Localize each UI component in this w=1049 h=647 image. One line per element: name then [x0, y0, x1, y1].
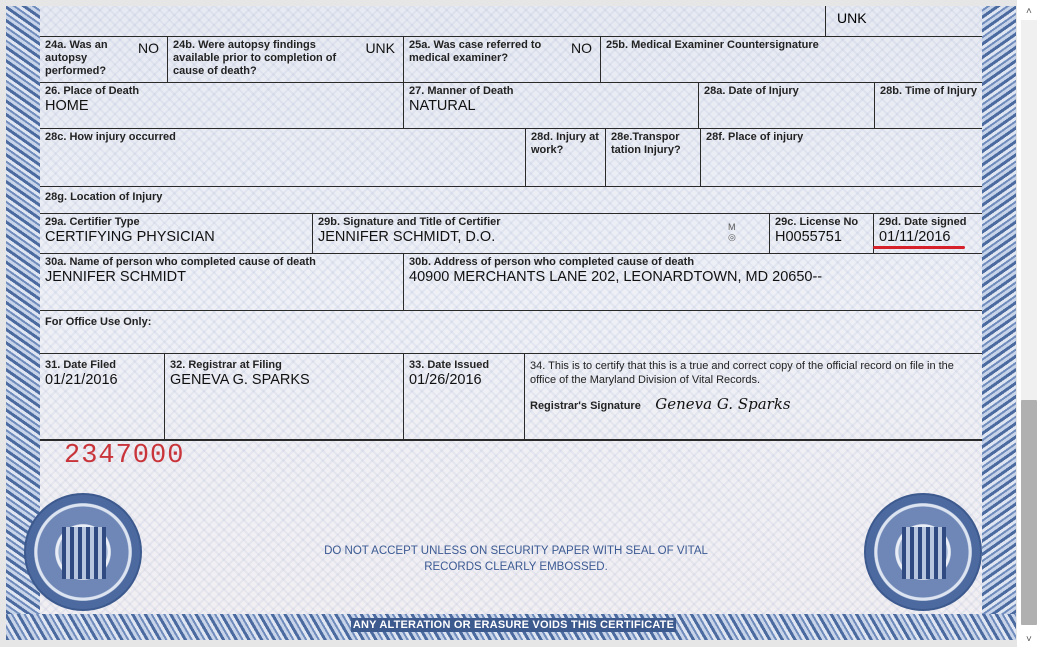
cell-top-right: [826, 6, 982, 36]
label-28f: 28f. Place of injury: [706, 131, 804, 143]
value-29c: H0055751: [775, 229, 842, 245]
cell-33: [404, 353, 525, 439]
value-32: GENEVA G. SPARKS: [170, 372, 310, 388]
cell-28g: [40, 186, 982, 213]
label-registrar-signature: Registrar's Signature: [530, 400, 641, 412]
label-31: 31. Date Filed: [45, 359, 116, 371]
seal-shield-right: [902, 527, 946, 579]
value-25a: NO: [571, 40, 592, 56]
cell-25a: [404, 36, 601, 82]
security-border-bottom: [6, 614, 1016, 640]
cell-25b: [601, 36, 982, 82]
value-30a: JENNIFER SCHMIDT: [45, 269, 186, 285]
cell-24a: [40, 36, 168, 82]
cell-28f: [701, 128, 982, 186]
cell-31: [40, 353, 165, 439]
seal-shield-left: [62, 527, 106, 579]
cell-30b: [404, 253, 982, 310]
label-25a: 25a. Was case referred to medical examiner?: [409, 39, 542, 64]
row-injury: [40, 128, 982, 187]
value-31: 01/21/2016: [45, 372, 118, 388]
label-28c: 28c. How injury occurred: [45, 131, 176, 143]
value-26: HOME: [45, 98, 89, 114]
value-24b: UNK: [365, 40, 395, 56]
value-24a: NO: [138, 40, 159, 56]
value-29b: JENNIFER SCHMIDT, D.O.: [318, 229, 496, 245]
scrollbar-thumb[interactable]: [1021, 400, 1037, 625]
label-29d: 29d. Date signed: [879, 216, 967, 228]
label-29a: 29a. Certifier Type: [45, 216, 140, 228]
row-completer: [40, 253, 982, 311]
label-30b: 30b. Address of person who completed cause of death: [409, 256, 695, 268]
label-29c: 29c. License No: [775, 216, 859, 228]
label-28e: 28e.Transpor tation Injury?: [611, 131, 681, 156]
date-signed-underline: [873, 246, 965, 249]
certificate-number: 2347000: [64, 441, 185, 471]
cell-28e: [606, 128, 701, 186]
cell-24b: [168, 36, 404, 82]
cell-30a: [40, 253, 404, 310]
cell-28a: [699, 82, 875, 128]
state-seal-left: [24, 493, 142, 611]
cell-26: [40, 82, 404, 128]
cell-34: [525, 353, 982, 439]
certifier-stamp-mark: M ◎: [728, 222, 736, 242]
label-24b: 24b. Were autopsy findings available prior to completion of cause of death?: [173, 39, 337, 77]
label-32: 32. Registrar at Filing: [170, 359, 282, 371]
security-notice: DO NOT ACCEPT UNLESS ON SECURITY PAPER WITH SEAL OF VITAL RECORDS CLEARLY EMBOSSED.: [324, 545, 708, 573]
registrar-signature: Geneva G. Sparks: [655, 395, 791, 413]
row-filing: [40, 353, 982, 441]
state-seal-right: [864, 493, 982, 611]
scroll-up-arrow-icon[interactable]: ˄: [1026, 6, 1032, 17]
value-29a: CERTIFYING PHYSICIAN: [45, 229, 215, 245]
value-33: 01/26/2016: [409, 372, 482, 388]
label-29b: 29b. Signature and Title of Certifier: [318, 216, 501, 228]
vertical-scrollbar[interactable]: [1017, 0, 1049, 647]
cell-27: [404, 82, 699, 128]
label-33: 33. Date Issued: [409, 359, 490, 371]
label-30a: 30a. Name of person who completed cause of death: [45, 256, 316, 268]
cell-32: [165, 353, 404, 439]
cell-28b: [875, 82, 982, 128]
label-28g: 28g. Location of Injury: [45, 191, 163, 203]
alteration-warning: ANY ALTERATION OR ERASURE VOIDS THIS CERTIFICATE: [352, 619, 675, 631]
cell-28c: [40, 128, 526, 186]
scroll-down-arrow-icon[interactable]: ˅: [1026, 634, 1032, 645]
row-location-injury: [40, 186, 982, 214]
cell-28d: [526, 128, 606, 186]
death-certificate: [6, 6, 1016, 640]
row-office-use: [40, 310, 982, 354]
cell-29a: [40, 213, 313, 253]
value-29d: 01/11/2016: [879, 229, 951, 245]
row-top: [40, 6, 982, 37]
value-27: NATURAL: [409, 98, 476, 114]
row-autopsy: [40, 36, 982, 83]
security-border-right: [982, 6, 1016, 640]
certification-text: 34. This is to certify that this is a true and correct copy of the official record on file in the office of the Maryland Division of Vital Records.: [530, 360, 954, 386]
label-26: 26. Place of Death: [45, 85, 140, 97]
cell-office: [40, 310, 982, 353]
label-28d: 28d. Injury at work?: [531, 131, 599, 156]
label-office-use: For Office Use Only:: [45, 316, 152, 328]
label-28b: 28b. Time of Injury: [880, 85, 977, 97]
cell-29c: [770, 213, 874, 253]
row-certifier: [40, 213, 982, 254]
top-unk-value: UNK: [837, 10, 867, 26]
label-25b: 25b. Medical Examiner Countersignature: [606, 39, 819, 51]
label-27: 27. Manner of Death: [409, 85, 514, 97]
value-30b: 40900 MERCHANTS LANE 202, LEONARDTOWN, MD 20650--: [409, 269, 823, 285]
row-place-of-death: [40, 82, 982, 129]
cell-29b: [313, 213, 770, 253]
label-28a: 28a. Date of Injury: [704, 85, 799, 97]
label-24a: 24a. Was an autopsy performed?: [45, 39, 108, 77]
cell-top-left: [40, 6, 826, 36]
